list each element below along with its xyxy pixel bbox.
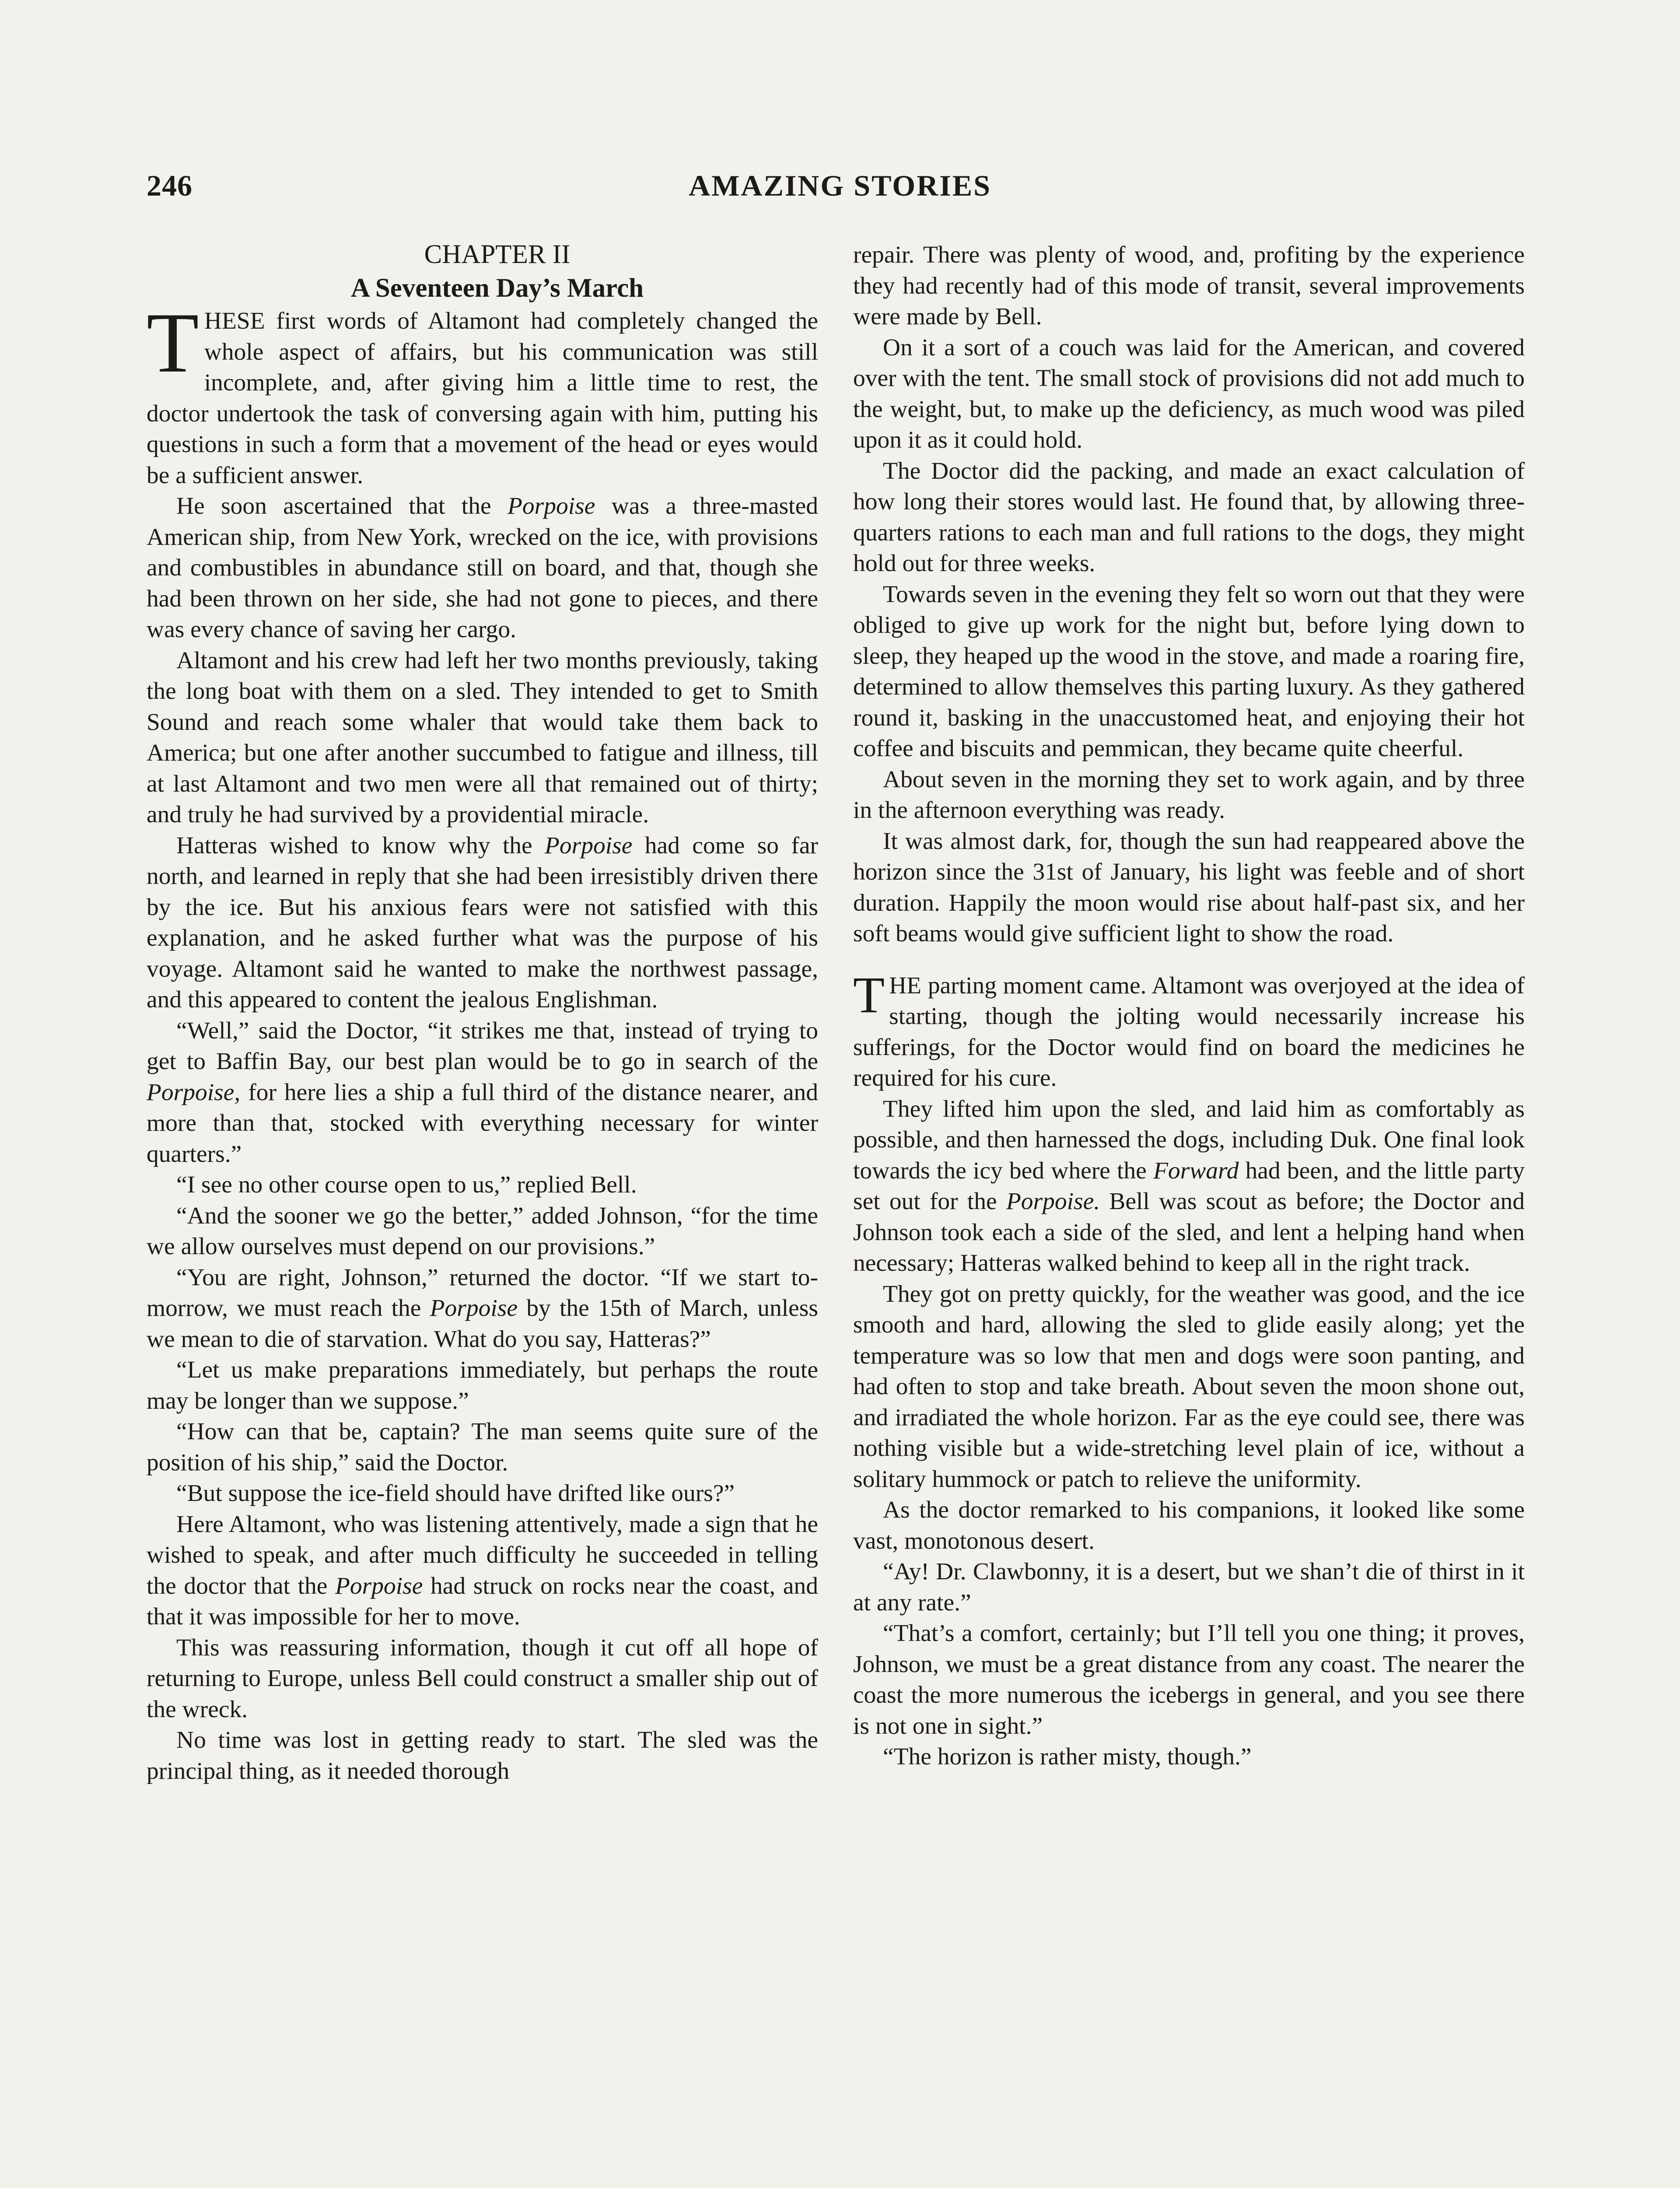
- paragraph: They got on pretty quickly, for the weather was good, and the ice smooth and hard, allowing the sled to glide easily along; yet the temperature was so low that men and dogs were soon panting, and had often to stop and take breath. About seven the moon shone out, and irradiated the whole horizon. Far as the eye could see, there was nothing visible but a wide-stretching level plain of ice, without a solitary hummock or patch to relieve the uniformity.: [853, 1280, 1525, 1493]
- paragraph: “I see no other course open to us,” replied Bell.: [176, 1171, 637, 1198]
- paragraph-text: Here Altamont, who was listening attentively, made a sign that he wished to speak, and after much difficulty he succeeded in telling the doctor that the: [147, 1511, 818, 1599]
- paragraph: On it a sort of a couch was laid for the American, and covered over with the tent. The small stock of provisions did not add much to the weight, but, to make up the deficiency, as much wood was piled upon it as it could hold.: [853, 334, 1525, 453]
- left-column: [147, 238, 818, 1787]
- page-number: 246: [147, 169, 192, 202]
- ship-name: Porpoise: [507, 493, 595, 519]
- drop-cap: T: [853, 966, 885, 1024]
- paragraph: [853, 1094, 1525, 1279]
- paragraph-text: Hatteras wished to know why the: [176, 832, 545, 859]
- paragraph: “That’s a comfort, certainly; but I’ll tell you one thing; it proves, Johnson, we must be a great distance from any coast. The nearer the coast the more numerous the icebergs in general, and you see there is not one in sight.”: [853, 1620, 1525, 1739]
- paragraph: “How can that be, captain? The man seems quite sure of the position of his ship,” said the Doctor.: [147, 1418, 818, 1476]
- chapter-number: CHAPTER II: [424, 240, 570, 269]
- paragraph: “The horizon is rather misty, though.”: [883, 1743, 1252, 1770]
- paragraph: The Doctor did the packing, and made an exact calculation of how long their stores would last. He found that, by allowing three-quarters rations to each man and full rations to the dogs, they might hold out for three weeks.: [853, 457, 1525, 577]
- paragraph: Towards seven in the evening they felt so worn out that they were obliged to give up work for the night but, before lying down to sleep, they heaped up the wood in the stove, and made a roaring fire, determined to allow themselves this parting luxury. As they gathered round it, basking in the unaccustomed heat, and enjoying their hot coffee and biscuits and pemmican, they became quite cheerful.: [853, 581, 1525, 762]
- ship-name: Forward: [1153, 1157, 1239, 1184]
- paragraph-text: had been, and the little party set out for the: [853, 1157, 1525, 1215]
- paragraph-text: had come so far north, and learned in reply that she had been irresistibly driven there by the ice. But his anxious fears were not satisfied with this explanation, and he asked further what was the purpose of his voyage. Altamont said he wanted to make the northwest passage, and this appeared to content the jealous Englishman.: [147, 832, 818, 1013]
- ship-name: Porpoise: [335, 1572, 423, 1599]
- drop-cap: T: [147, 295, 199, 390]
- paragraph: As the doctor remarked to his companions, it looked like some vast, monotonous desert.: [853, 1497, 1525, 1554]
- ship-name: Porpoise.: [1006, 1188, 1100, 1215]
- paragraph-text: HESE first words of Altamont had completely changed the whole aspect of affairs, but his communication was still incomplete, and, after giving him a little time to rest, the doctor undertook the task of conversing again with him, putting his questions in such a form that a movement of the head or eyes would be a sufficient answer.: [147, 308, 818, 489]
- paragraph: It was almost dark, for, though the sun had reappeared above the horizon since the 31st of January, his light was feeble and of short duration. Happily the moon would rise about half-past six, and her soft beams would give sufficient light to show the road.: [853, 828, 1525, 947]
- paragraph-text: by the 15th of March, unless we mean to die of starvation. What do you say, Hatteras?”: [147, 1295, 818, 1353]
- paragraph-text: Bell was scout as before; the Doctor and Johnson took each a side of the sled, and lent a helping hand when necessary; Hatteras walked behind to keep all in the right track.: [853, 1188, 1525, 1276]
- paragraph: This was reassuring information, though it cut off all hope of returning to Europe, unless Bell could construct a smaller ship out of the wreck.: [147, 1634, 818, 1723]
- paragraph: No time was lost in getting ready to start. The sled was the principal thing, as it needed thorough: [147, 1727, 818, 1785]
- paragraph: About seven in the morning they set to work again, and by three in the afternoon everything was ready.: [853, 766, 1525, 824]
- ship-name: Porpoise: [430, 1295, 518, 1322]
- paragraph: [147, 1016, 818, 1170]
- paragraph: [147, 831, 818, 1016]
- paragraph-text: “Well,” said the Doctor, “it strikes me that, instead of trying to get to Baffin Bay, our best plan would be to go in search of the: [147, 1017, 818, 1075]
- running-title: AMAZING STORIES: [689, 169, 991, 202]
- paragraph-text: “You are right, Johnson,” returned the doctor. “If we start to-morrow, we must reach the: [147, 1264, 818, 1322]
- section-break: [853, 950, 1525, 971]
- paragraph: [147, 491, 818, 645]
- paragraph-text: had struck on rocks near the coast, and that it was impossible for her to move.: [147, 1572, 818, 1630]
- chapter-title: A Seventeen Day’s March: [350, 274, 644, 303]
- paragraph: [147, 1509, 818, 1633]
- paragraph-text: for here lies a ship a full third of the distance nearer, and more than that, stocked with everything necessary for winter quarters.”: [147, 1079, 818, 1168]
- paragraph: “But suppose the ice-field should have drifted like ours?”: [176, 1480, 735, 1507]
- paragraph: Altamont and his crew had left her two months previously, taking the long boat with them on a sled. They intended to get to Smith Sound and reach some whaler that would take them back to America; but one after another succumbed to fatigue and illness, till at last Altamont and two men were all that remained out of thirty; and truly he had survived by a providential miracle.: [147, 647, 818, 828]
- paragraph: [147, 1262, 818, 1355]
- paragraph: “And the sooner we go the better,” added Johnson, “for the time we allow ourselves must depend on our provisions.”: [147, 1202, 818, 1260]
- paragraph-text: They lifted him upon the sled, and laid him as comfortably as possible, and then harnessed the dogs, including Duk. One final look towards the icy bed where the: [853, 1095, 1525, 1184]
- ship-name: Porpoise: [545, 832, 633, 859]
- paragraph: “Ay! Dr. Clawbonny, it is a desert, but we shan’t die of thirst in it at any rate.”: [853, 1558, 1525, 1616]
- paragraph: [853, 966, 1525, 1094]
- right-column: [853, 240, 1525, 1773]
- ship-name: Porpoise,: [147, 1079, 241, 1106]
- paragraph-text: HE parting moment came. Altamont was overjoyed at the idea of starting, though the jolting would necessarily increase his sufferings, for the Doctor would find on board the medicines he required for his cure.: [853, 972, 1525, 1091]
- paragraph: “Let us make preparations immediately, but perhaps the route may be longer than we suppose.”: [147, 1357, 818, 1414]
- paragraph-text: He soon ascertained that the: [176, 493, 508, 519]
- paragraph-text: was a three-masted American ship, from New York, wrecked on the ice, with provisions and combustibles in abundance still on board, and that, though she had been thrown on her side, she had not gone to pieces, and there was every chance of saving her cargo.: [147, 493, 818, 643]
- paragraph: repair. There was plenty of wood, and, profiting by the experience they had recently had of this mode of transit, several improvements were made by Bell.: [853, 242, 1525, 330]
- paragraph: [147, 295, 818, 491]
